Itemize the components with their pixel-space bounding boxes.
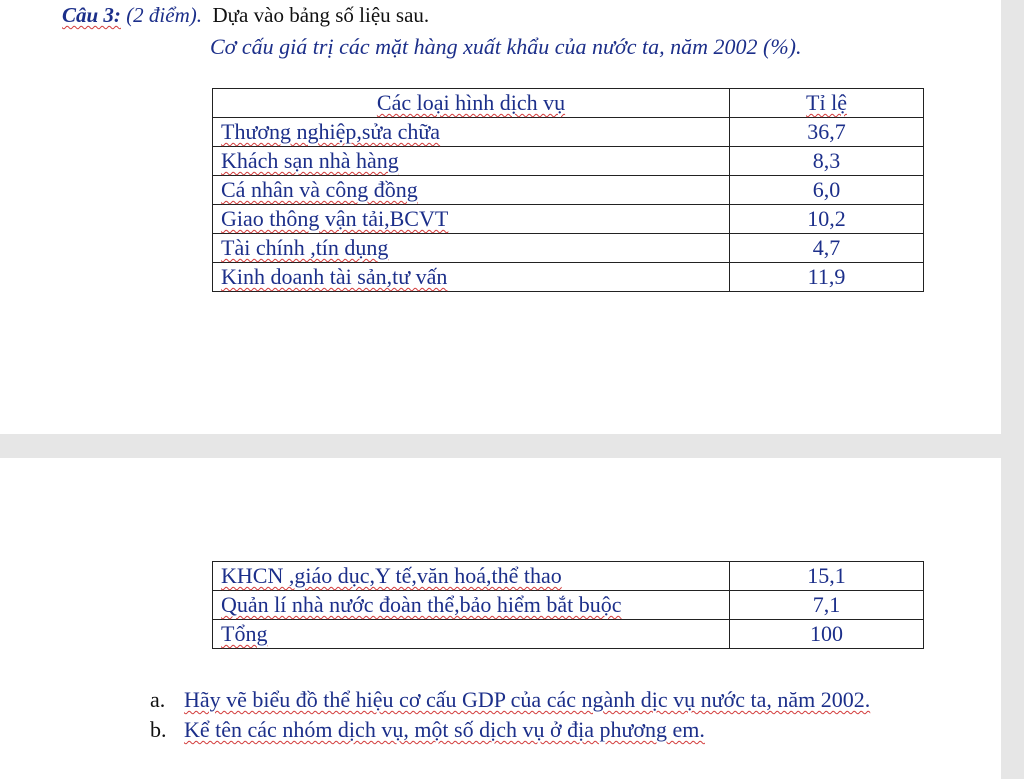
task-item-a [150,685,930,715]
table-row [213,176,924,205]
row-ratio: 11,9 [807,264,846,289]
row-category: Giao thông vận tải,BCVT [221,206,449,231]
table-row [213,591,924,620]
task-text: Kể tên các nhóm dịch vụ, một số dịch vụ ở địa phương em. [184,717,705,742]
question-instruction: Dựa vào bảng số liệu sau. [212,3,430,27]
table-header-row [213,89,924,118]
table-caption: Cơ cấu giá trị các mặt hàng xuất khẩu của nước ta, năm 2002 (%). [210,34,802,59]
row-category: Tài chính ,tín dụng [221,235,389,260]
question-line [62,2,429,28]
row-category: Cá nhân và công đồng [221,177,418,202]
row-category: Kinh doanh tài sản,tư vấn [221,264,448,289]
task-letter: b. [150,717,167,742]
table-row [213,234,924,263]
header-ratio: Tỉ lệ [806,90,847,115]
row-category: KHCN ,giáo dục,Y tế,văn hoá,thể thao [221,563,562,588]
row-ratio: 10,2 [807,206,846,231]
header-category: Các loại hình dịch vụ [376,90,566,115]
row-ratio: 36,7 [807,119,846,144]
data-table-part-1 [212,88,924,292]
table-row [213,118,924,147]
row-ratio: 7,1 [812,592,841,617]
task-text: Hãy vẽ biểu đồ thể hiệu cơ cấu GDP của các ngành dịc vụ nước ta, năm 2002. [184,687,871,712]
data-table-part-2 [212,561,924,649]
row-ratio: 6,0 [812,177,841,202]
row-category: Thương nghiệp,sửa chữa [221,119,441,144]
table-row [213,620,924,649]
task-list [150,685,930,745]
task-item-b [150,715,930,745]
row-ratio: 100 [810,621,843,646]
row-category: Quản lí nhà nước đoàn thể,bảo hiểm bắt buộc [221,592,622,617]
document-page-2 [0,458,1001,779]
row-ratio: 8,3 [812,148,841,173]
row-ratio: 15,1 [807,563,846,588]
table-row [213,205,924,234]
question-label: Câu 3: [62,3,121,27]
task-letter: a. [150,687,166,712]
row-ratio: 4,7 [812,235,841,260]
question-points: (2 điểm). [126,3,202,27]
table-row [213,263,924,292]
row-category: Khách sạn nhà hàng [221,148,399,173]
table-row [213,147,924,176]
table-row [213,562,924,591]
row-category: Tổng [221,621,268,646]
